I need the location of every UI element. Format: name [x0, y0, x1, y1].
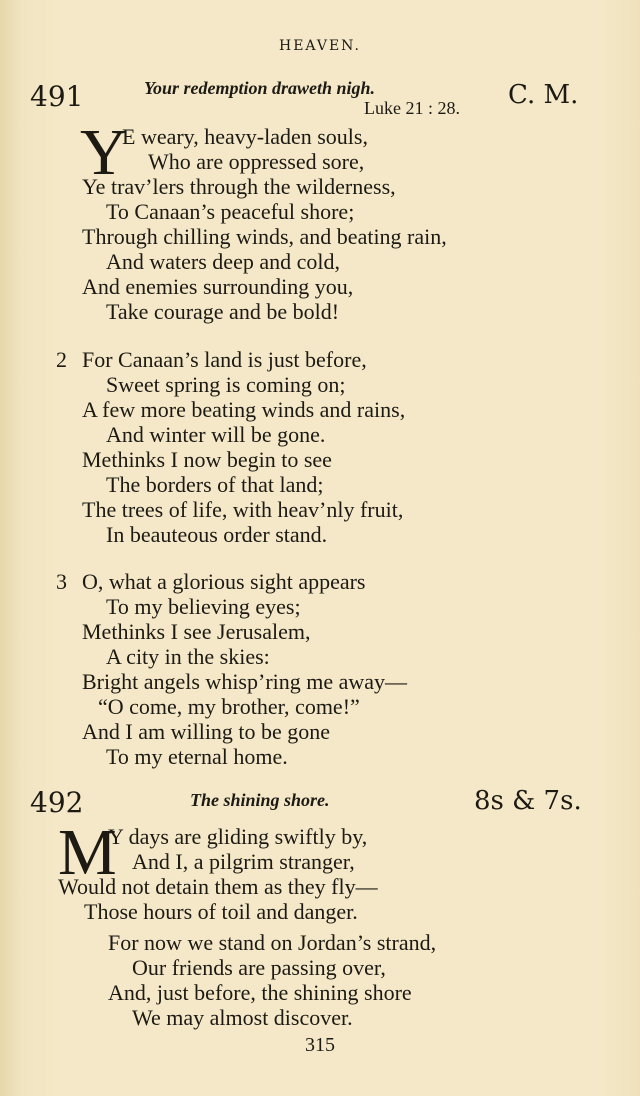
hymn-492-number: 492	[30, 786, 84, 819]
hymn-491-v2-line-8: In beauteous order stand.	[106, 522, 328, 547]
hymn-492-chorus-line-2: Our friends are passing over,	[132, 955, 386, 980]
running-head: HEAVEN.	[279, 38, 361, 54]
hymn-492-line-1: Y days are gliding swiftly by,	[108, 824, 368, 849]
hymn-491-line-8: Take courage and be bold!	[106, 299, 340, 324]
hymn-491-verse-2-number: 2	[56, 347, 67, 372]
hymn-491-dropcap: Y	[80, 116, 128, 189]
hymn-491-v3-line-6: “O come, my brother, come!”	[98, 694, 360, 719]
hymn-491-line-1: E weary, heavy-laden souls,	[122, 124, 368, 149]
hymn-491-line-4: To Canaan’s peaceful shore;	[106, 199, 355, 224]
hymn-491-verse-3-number: 3	[56, 569, 67, 594]
hymn-491-scripture: Luke 21 : 28.	[364, 98, 460, 118]
hymn-491-line-6: And waters deep and cold,	[106, 249, 340, 274]
hymn-491-v2-line-5: Methinks I now begin to see	[82, 447, 332, 472]
hymn-491-v3-line-3: Methinks I see Jerusalem,	[82, 619, 311, 644]
hymn-492-dropcap: M	[58, 816, 117, 889]
hymn-491-v2-line-7: The trees of life, with heav’nly fruit,	[82, 497, 404, 522]
hymn-491-v3-line-8: To my eternal home.	[106, 744, 288, 769]
hymn-491-v3-line-1: O, what a glorious sight appears	[82, 569, 366, 594]
hymn-491-number: 491	[30, 80, 84, 113]
hymn-491-line-7: And enemies surrounding you,	[82, 274, 354, 299]
hymn-491-line-3: Ye trav’lers through the wilderness,	[82, 174, 396, 199]
hymn-491-meter: C. M.	[508, 80, 579, 110]
page-number: 315	[305, 1034, 335, 1056]
hymn-492-line-3: Would not detain them as they fly—	[58, 874, 378, 899]
hymn-492-line-2: And I, a pilgrim stranger,	[132, 849, 355, 874]
hymn-491-v3-line-5: Bright angels whisp’ring me away—	[82, 669, 408, 694]
hymn-491-v2-line-4: And winter will be gone.	[106, 422, 326, 447]
hymn-491-v2-line-6: The borders of that land;	[106, 472, 324, 497]
hymn-491-line-2: Who are oppressed sore,	[148, 149, 365, 174]
hymn-491-v3-line-2: To my believing eyes;	[106, 594, 301, 619]
hymn-491-title: Your redemption draweth nigh.	[144, 78, 376, 98]
hymn-491-v3-line-7: And I am willing to be gone	[82, 719, 331, 744]
hymn-491-line-5: Through chilling winds, and beating rain,	[82, 224, 447, 249]
hymn-491-v2-line-1: For Canaan’s land is just before,	[82, 347, 367, 372]
hymn-491-v2-line-3: A few more beating winds and rains,	[82, 397, 406, 422]
hymn-492-chorus-line-4: We may almost discover.	[132, 1005, 353, 1030]
hymn-492-line-4: Those hours of toil and danger.	[84, 899, 358, 924]
hymn-492-chorus-line-3: And, just before, the shining shore	[108, 980, 412, 1005]
hymn-492-title: The shining shore.	[190, 790, 330, 810]
hymn-492-meter: 8s & 7s.	[474, 786, 582, 816]
hymn-492-chorus-line-1: For now we stand on Jordan’s strand,	[108, 930, 437, 955]
hymn-491-v3-line-4: A city in the skies:	[106, 644, 270, 669]
hymn-491-v2-line-2: Sweet spring is coming on;	[106, 372, 346, 397]
